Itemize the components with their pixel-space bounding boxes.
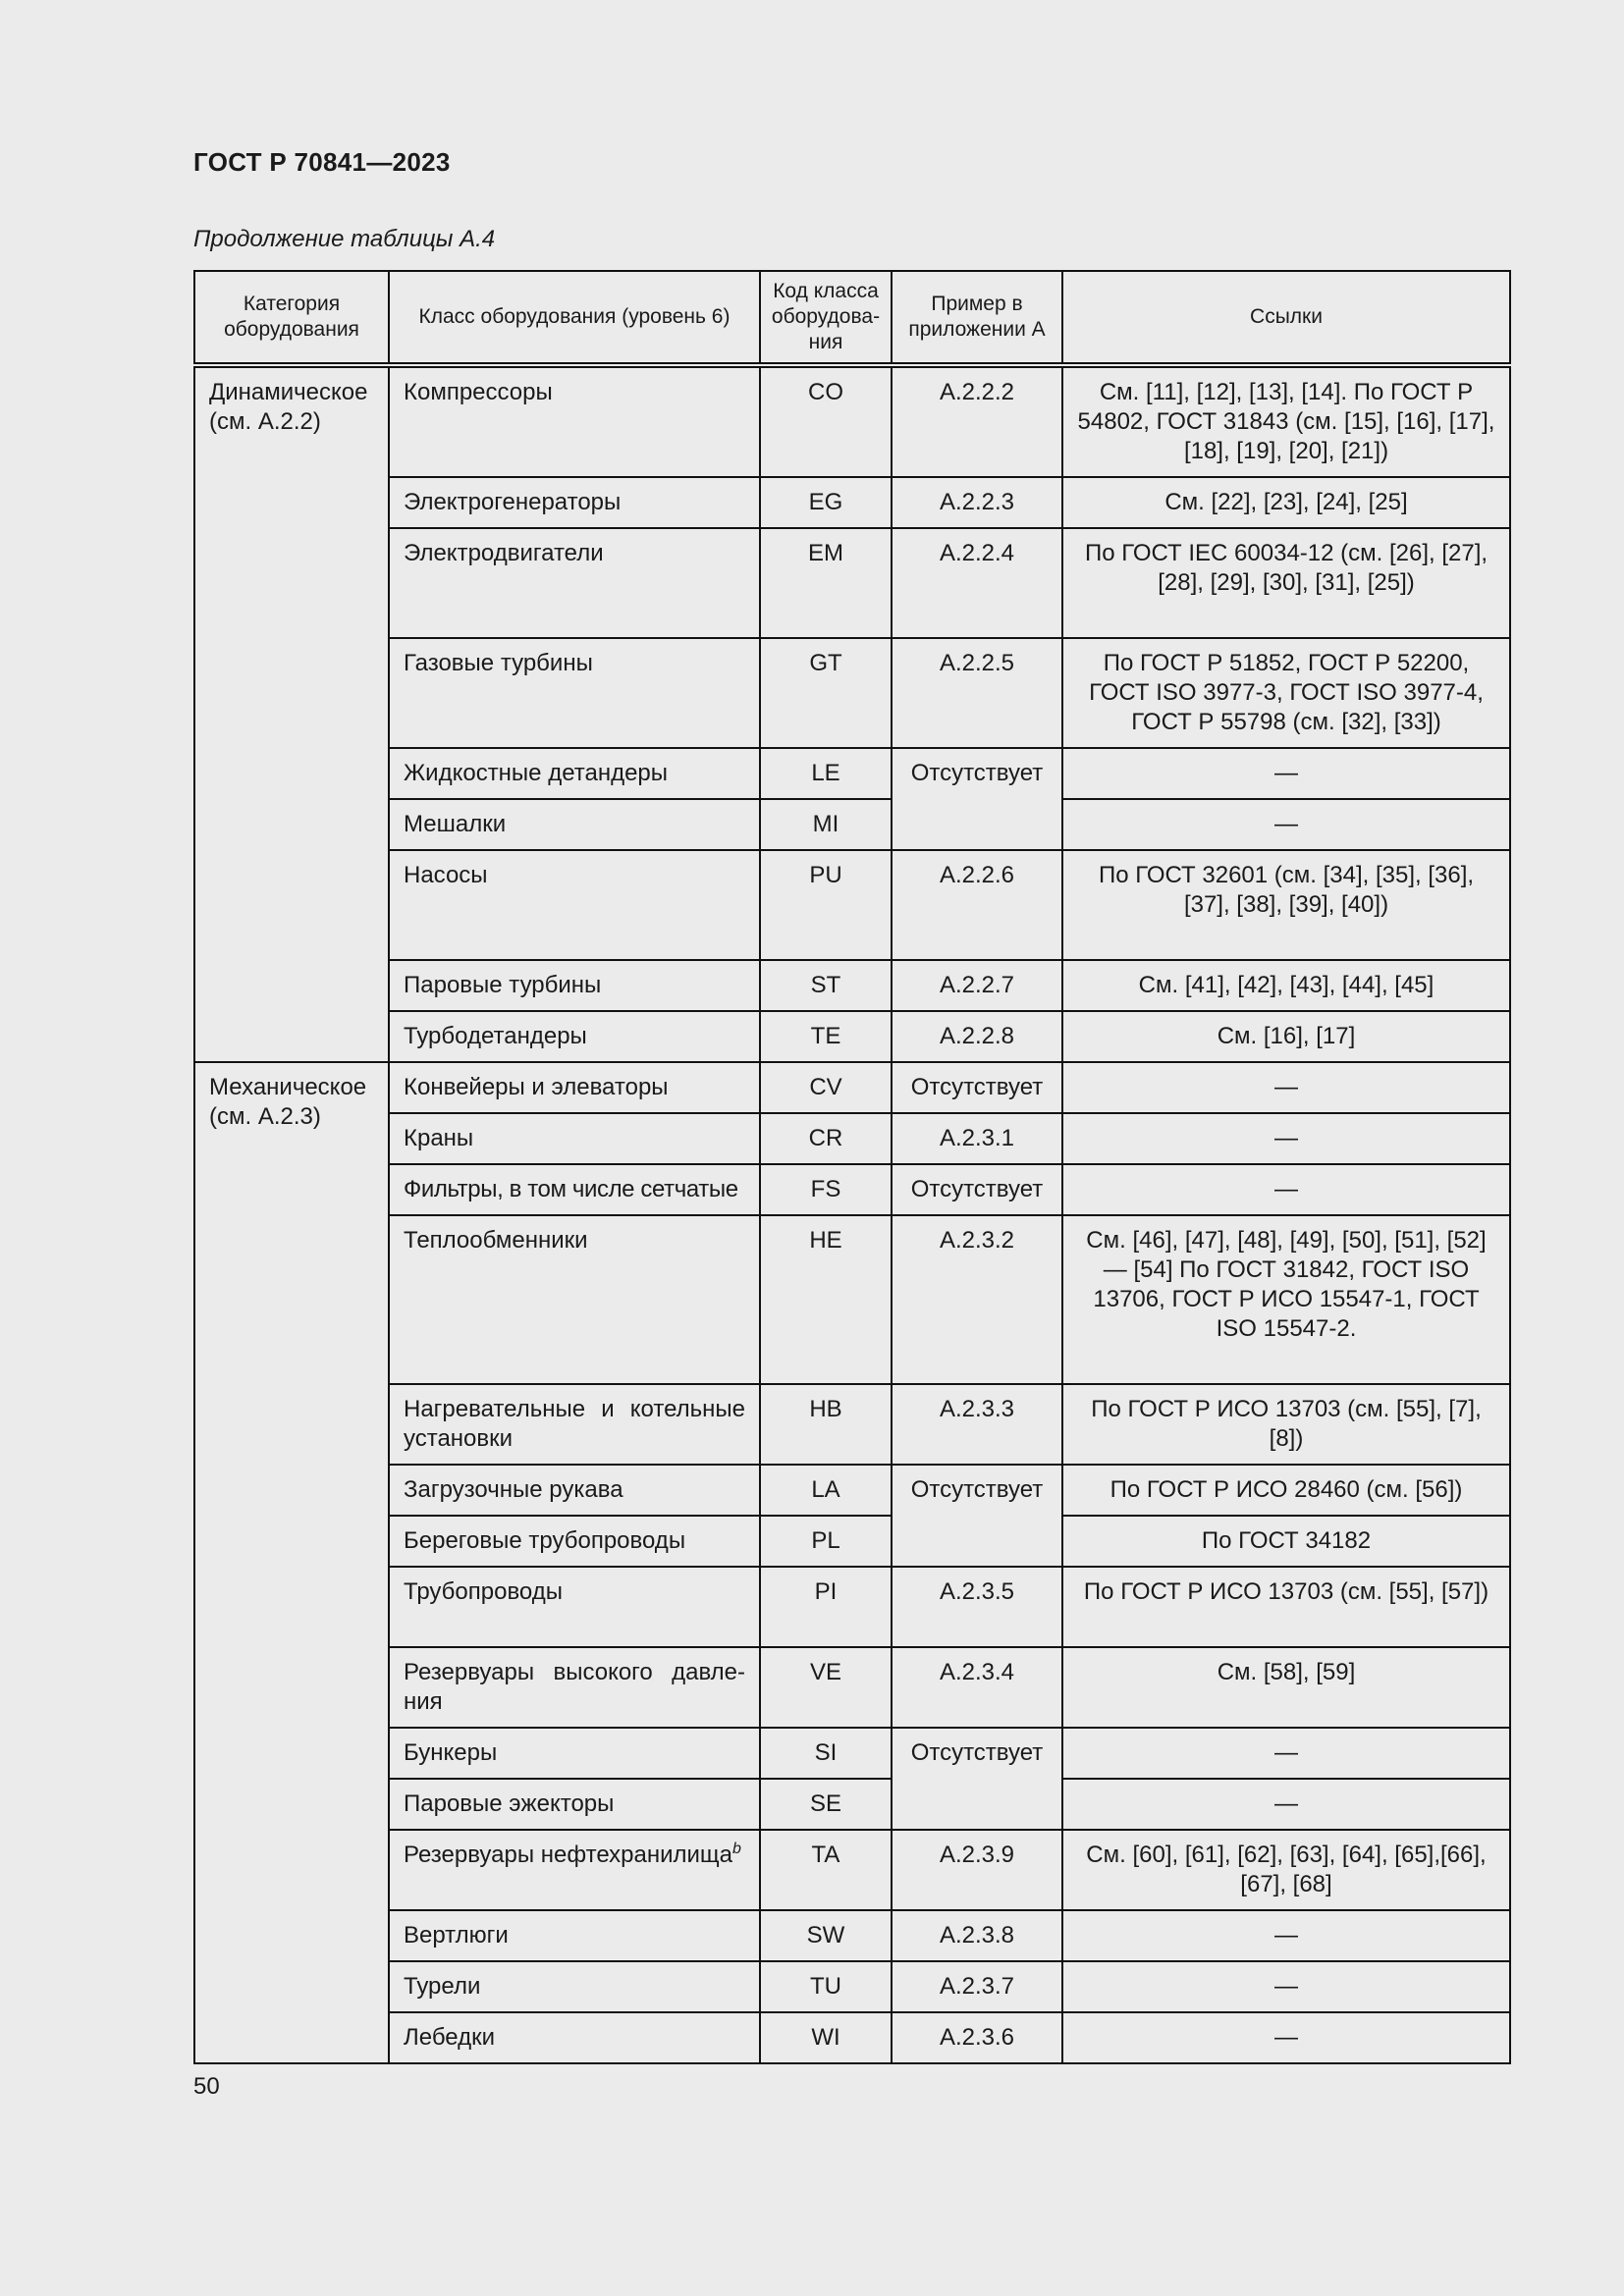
code-cell: EM	[760, 528, 892, 638]
column-header-code: Код класса оборудова-ния	[760, 271, 892, 365]
column-header-references: Ссылки	[1062, 271, 1510, 365]
table-row	[194, 365, 1510, 477]
class-cell: Насосы	[389, 850, 760, 960]
reference-cell: См. [22], [23], [24], [25]	[1062, 477, 1510, 528]
class-cell: Береговые трубопроводы	[389, 1516, 760, 1567]
class-cell: Краны	[389, 1113, 760, 1164]
example-cell: А.2.3.4	[892, 1647, 1062, 1728]
table-row	[194, 1647, 1510, 1728]
reference-cell: —	[1062, 1164, 1510, 1215]
class-cell: Паровые турбины	[389, 960, 760, 1011]
equipment-class-table	[193, 270, 1511, 2064]
reference-cell: По ГОСТ 34182	[1062, 1516, 1510, 1567]
class-cell: Трубопроводы	[389, 1567, 760, 1647]
class-cell: Бункеры	[389, 1728, 760, 1779]
class-cell: Турели	[389, 1961, 760, 2012]
code-cell: HB	[760, 1384, 892, 1465]
table-row	[194, 1113, 1510, 1164]
table-row	[194, 528, 1510, 638]
code-cell: SI	[760, 1728, 892, 1779]
reference-cell: —	[1062, 799, 1510, 850]
example-cell: А.2.2.6	[892, 850, 1062, 960]
reference-cell: —	[1062, 2012, 1510, 2063]
reference-cell: По ГОСТ Р ИСО 13703 (см. [55], [7], [8])	[1062, 1384, 1510, 1465]
code-cell: CV	[760, 1062, 892, 1113]
table-row	[194, 1011, 1510, 1062]
reference-cell: —	[1062, 1062, 1510, 1113]
table-row	[194, 1215, 1510, 1384]
example-cell: А.2.2.4	[892, 528, 1062, 638]
table-row	[194, 1728, 1510, 1779]
reference-cell: По ГОСТ IEC 60034-12 (см. [26], [27], [28], [29], [30], [31], [25])	[1062, 528, 1510, 638]
table-row	[194, 1567, 1510, 1647]
example-cell: Отсутствует	[892, 748, 1062, 850]
code-cell: SW	[760, 1910, 892, 1961]
code-cell: TE	[760, 1011, 892, 1062]
class-cell: Нагревательные и котельные установки	[389, 1384, 760, 1465]
table-row	[194, 1164, 1510, 1215]
example-cell: А.2.3.9	[892, 1830, 1062, 1910]
code-cell: EG	[760, 477, 892, 528]
table-row	[194, 1910, 1510, 1961]
reference-cell: —	[1062, 1728, 1510, 1779]
class-cell: Турбодетандеры	[389, 1011, 760, 1062]
reference-cell: По ГОСТ Р ИСО 28460 (см. [56])	[1062, 1465, 1510, 1516]
code-cell: CO	[760, 365, 892, 477]
reference-cell: —	[1062, 1113, 1510, 1164]
reference-cell: По ГОСТ 32601 (см. [34], [35], [36], [37], [38], [39], [40])	[1062, 850, 1510, 960]
reference-cell: По ГОСТ Р ИСО 13703 (см. [55], [57])	[1062, 1567, 1510, 1647]
table-row	[194, 1961, 1510, 2012]
reference-cell: См. [46], [47], [48], [49], [50], [51], [52] — [54] По ГОСТ 31842, ГОСТ ISO 13706, ГОСТ Р ИСО 15547-1, ГОСТ ISO 15547-2.	[1062, 1215, 1510, 1384]
table-caption: Продолжение таблицы А.4	[193, 226, 496, 252]
class-cell: Фильтры, в том числе сетчатые	[389, 1164, 760, 1215]
table-row	[194, 748, 1510, 799]
example-cell: Отсутствует	[892, 1062, 1062, 1113]
code-cell: WI	[760, 2012, 892, 2063]
example-cell: А.2.2.5	[892, 638, 1062, 748]
table-row	[194, 638, 1510, 748]
category-cell: Динамическое (см. А.2.2)	[194, 365, 389, 1062]
reference-cell: —	[1062, 1910, 1510, 1961]
column-header-class: Класс оборудования (уровень 6)	[389, 271, 760, 365]
class-cell: Конвейеры и элеваторы	[389, 1062, 760, 1113]
code-cell: GT	[760, 638, 892, 748]
code-cell: TU	[760, 1961, 892, 2012]
reference-cell: —	[1062, 1961, 1510, 2012]
example-cell: А.2.3.2	[892, 1215, 1062, 1384]
table-row	[194, 1465, 1510, 1516]
example-cell: А.2.2.3	[892, 477, 1062, 528]
document-id-header: ГОСТ Р 70841—2023	[193, 147, 451, 177]
code-cell: PI	[760, 1567, 892, 1647]
table-row	[194, 1830, 1510, 1910]
class-cell: Теплообменники	[389, 1215, 760, 1384]
example-cell: А.2.3.1	[892, 1113, 1062, 1164]
column-header-category: Категория оборудования	[194, 271, 389, 365]
class-cell: Паровые эжекторы	[389, 1779, 760, 1830]
table-row	[194, 960, 1510, 1011]
code-cell: ST	[760, 960, 892, 1011]
code-cell: VE	[760, 1647, 892, 1728]
class-label: Резервуары нефтехранилища	[404, 1842, 732, 1868]
table-row	[194, 1516, 1510, 1567]
table-row	[194, 1384, 1510, 1465]
example-cell: А.2.3.5	[892, 1567, 1062, 1647]
reference-cell: —	[1062, 748, 1510, 799]
class-cell: Компрессоры	[389, 365, 760, 477]
code-cell: MI	[760, 799, 892, 850]
class-cell: Вертлюги	[389, 1910, 760, 1961]
reference-cell: По ГОСТ Р 51852, ГОСТ Р 52200, ГОСТ ISO 3977-3, ГОСТ ISO 3977-4, ГОСТ Р 55798 (см. [32], [33])	[1062, 638, 1510, 748]
example-cell: А.2.2.2	[892, 365, 1062, 477]
code-cell: FS	[760, 1164, 892, 1215]
example-cell: А.2.3.6	[892, 2012, 1062, 2063]
code-cell: LA	[760, 1465, 892, 1516]
code-cell: SE	[760, 1779, 892, 1830]
class-cell: Загрузочные рукава	[389, 1465, 760, 1516]
code-cell: LE	[760, 748, 892, 799]
example-cell: А.2.3.8	[892, 1910, 1062, 1961]
example-cell: Отсутствует	[892, 1728, 1062, 1830]
class-cell: Электрогенераторы	[389, 477, 760, 528]
footnote-marker: b	[732, 1841, 741, 1857]
category-cell: Механическое (см. А.2.3)	[194, 1062, 389, 2063]
reference-cell: —	[1062, 1779, 1510, 1830]
reference-cell: См. [41], [42], [43], [44], [45]	[1062, 960, 1510, 1011]
code-cell: HE	[760, 1215, 892, 1384]
class-cell: Лебедки	[389, 2012, 760, 2063]
reference-cell: См. [58], [59]	[1062, 1647, 1510, 1728]
class-cell: Резервуары высокого давле-ния	[389, 1647, 760, 1728]
reference-cell: См. [11], [12], [13], [14]. По ГОСТ Р 54802, ГОСТ 31843 (см. [15], [16], [17], [18], [19], [20], [21])	[1062, 365, 1510, 477]
table-row	[194, 477, 1510, 528]
table-row	[194, 850, 1510, 960]
table-row	[194, 1062, 1510, 1113]
example-cell: А.2.3.7	[892, 1961, 1062, 2012]
example-cell: Отсутствует	[892, 1465, 1062, 1567]
example-cell: А.2.2.8	[892, 1011, 1062, 1062]
code-cell: PL	[760, 1516, 892, 1567]
code-cell: CR	[760, 1113, 892, 1164]
class-cell	[389, 1830, 760, 1910]
reference-cell: См. [16], [17]	[1062, 1011, 1510, 1062]
code-cell: PU	[760, 850, 892, 960]
class-cell: Мешалки	[389, 799, 760, 850]
example-cell: Отсутствует	[892, 1164, 1062, 1215]
table-row	[194, 799, 1510, 850]
reference-cell: См. [60], [61], [62], [63], [64], [65],[66], [67], [68]	[1062, 1830, 1510, 1910]
table-row	[194, 2012, 1510, 2063]
code-cell: TA	[760, 1830, 892, 1910]
table-row	[194, 1779, 1510, 1830]
class-cell: Электродвигатели	[389, 528, 760, 638]
class-cell: Жидкостные детандеры	[389, 748, 760, 799]
page-number: 50	[193, 2073, 220, 2100]
column-header-example: Пример в приложении А	[892, 271, 1062, 365]
example-cell: А.2.3.3	[892, 1384, 1062, 1465]
table-header-row	[194, 271, 1510, 365]
class-cell: Газовые турбины	[389, 638, 760, 748]
example-cell: А.2.2.7	[892, 960, 1062, 1011]
